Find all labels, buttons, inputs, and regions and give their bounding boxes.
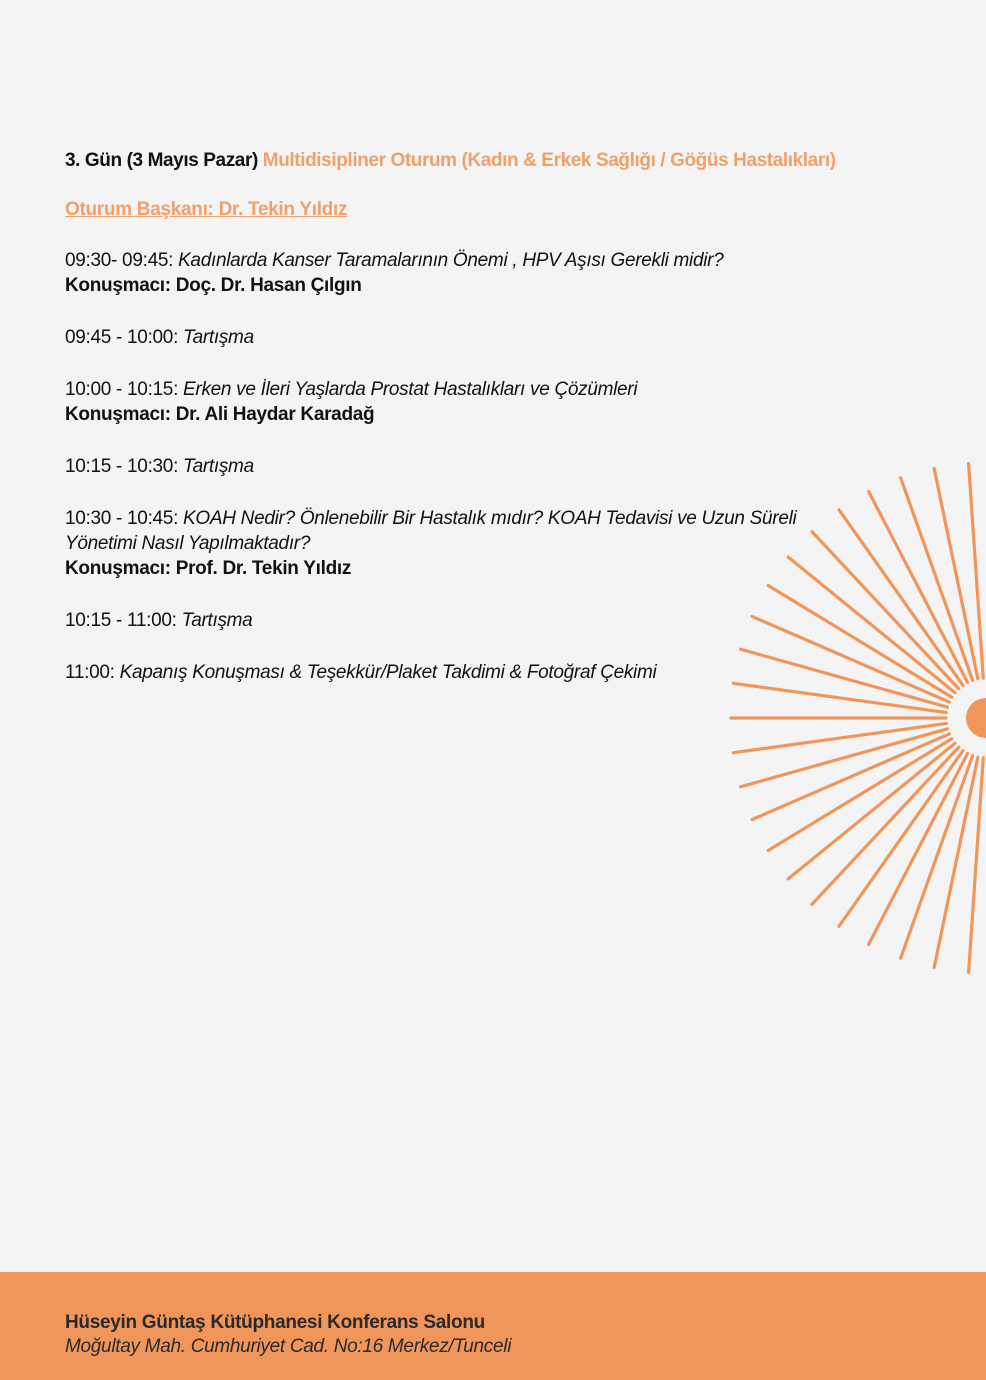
day-title	[65, 150, 925, 172]
session-time: 10:00 - 10:15:	[65, 379, 179, 400]
session-speaker: Konuşmacı: Dr. Ali Haydar Karadağ	[65, 404, 375, 425]
session-topic: Kapanış Konuşması & Teşekkür/Plaket Takdimi & Fotoğraf Çekimi	[119, 662, 657, 683]
sunburst-decoration	[720, 460, 986, 980]
session-title: Multidisipliner Oturum (Kadın & Erkek Sağlığı / Göğüs Hastalıkları)	[262, 150, 836, 171]
sunburst-ray	[812, 747, 959, 904]
venue-address: Moğultay Mah. Cumhuriyet Cad. No:16 Merkez/Tunceli	[65, 1336, 512, 1357]
session-topic: Tartışma	[183, 327, 254, 348]
day-label: 3. Gün (3 Mayıs Pazar)	[65, 150, 258, 171]
session-time: 11:00:	[65, 662, 115, 683]
session-topic: KOAH Nedir? Önlenebilir Bir Hastalık mıdır? KOAH Tedavisi ve Uzun Süreli Yönetimi Nasıl Yapılmaktadır?	[65, 508, 797, 554]
sunburst-ray	[812, 532, 959, 689]
session-topic: Kadınlarda Kanser Taramalarının Önemi , HPV Aşısı Gerekli midir?	[178, 250, 724, 271]
footer-bar	[0, 1272, 986, 1380]
session-time: 09:45 - 10:00:	[65, 327, 179, 348]
session-time: 10:15 - 11:00:	[65, 610, 177, 631]
session-item	[65, 325, 925, 350]
session-time: 10:15 - 10:30:	[65, 456, 179, 477]
session-topic: Erken ve İleri Yaşlarda Prostat Hastalıkları ve Çözümleri	[183, 379, 638, 400]
session-time: 09:30- 09:45:	[65, 250, 174, 271]
session-topic: Tartışma	[183, 456, 254, 477]
session-topic: Tartışma	[181, 610, 253, 631]
session-item	[65, 248, 925, 298]
sunburst-ray	[788, 743, 955, 879]
venue-name: Hüseyin Güntaş Kütüphanesi Konferans Salonu	[65, 1312, 485, 1333]
session-chair: Oturum Başkanı: Dr. Tekin Yıldız	[65, 199, 348, 220]
sunburst-ray	[788, 557, 955, 693]
session-speaker: Konuşmacı: Doç. Dr. Hasan Çılgın	[65, 275, 362, 296]
sunburst-center	[966, 698, 986, 738]
session-speaker: Konuşmacı: Prof. Dr. Tekin Yıldız	[65, 558, 352, 579]
session-item	[65, 377, 925, 427]
sunburst-rays	[731, 464, 983, 973]
session-time: 10:30 - 10:45:	[65, 508, 179, 529]
